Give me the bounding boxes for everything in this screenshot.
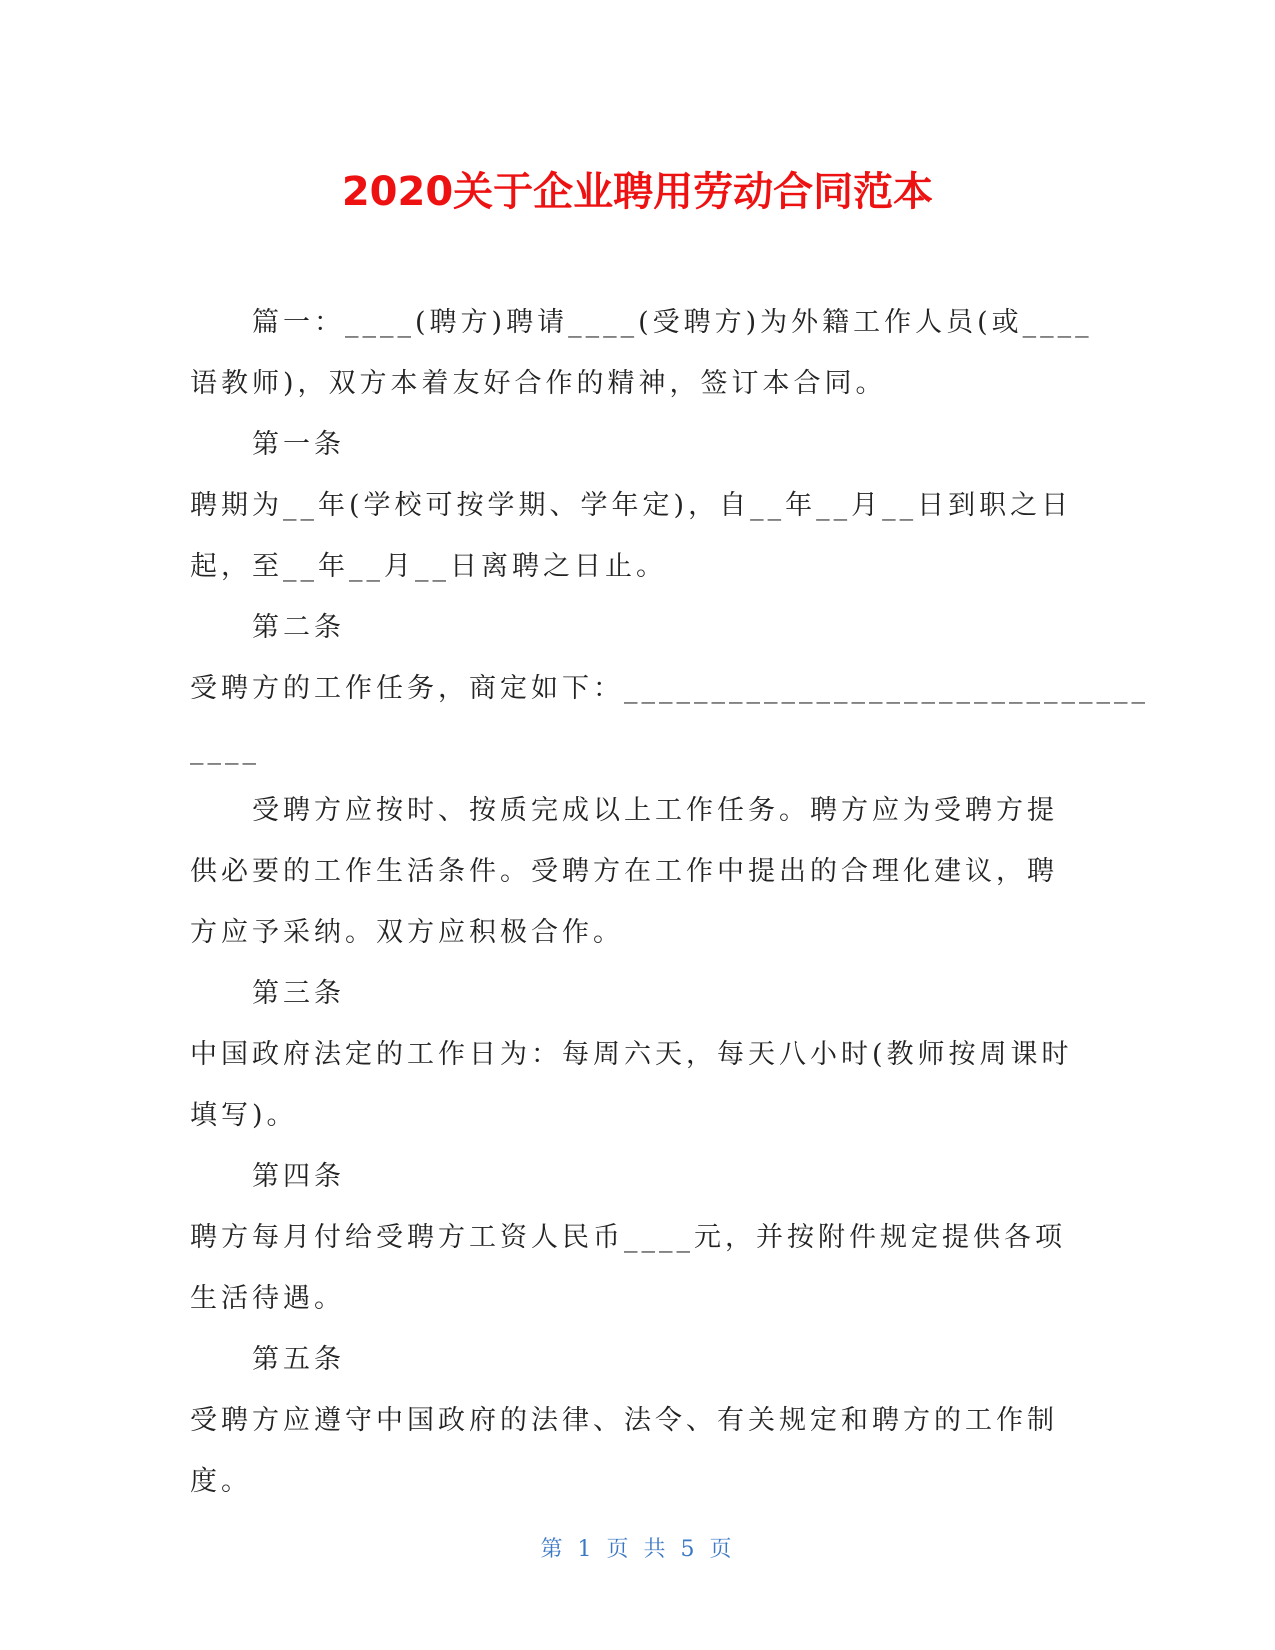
paragraph-line: 起，至__年__月__日离聘之日止。 (190, 551, 667, 582)
article-heading: 第三条 (252, 978, 345, 1009)
paragraph-line: 方应予采纳。双方应积极合作。 (190, 917, 624, 948)
page-label-prefix: 第 (540, 1537, 566, 1562)
paragraph-line: 生活待遇。 (190, 1283, 345, 1314)
paragraph-line: 受聘方应按时、按质完成以上工作任务。聘方应为受聘方提 (252, 795, 1058, 826)
document-body (190, 292, 1149, 1512)
paragraph-line: 聘方每月付给受聘方工资人民币____元，并按附件规定提供各项 (190, 1222, 1066, 1253)
paragraph-line: 受聘方应遵守中国政府的法律、法令、有关规定和聘方的工作制 (190, 1405, 1058, 1436)
total-label: 共 (643, 1537, 669, 1562)
page-label-mid: 页 (606, 1537, 632, 1562)
article-heading: 第四条 (252, 1161, 345, 1192)
paragraph-line: 中国政府法定的工作日为：每周六天，每天八小时(教师按周课时 (190, 1039, 1073, 1070)
current-page-number: 1 (577, 1537, 595, 1562)
page-footer (0, 1532, 1275, 1563)
paragraph-line: 篇一：____(聘方)聘请____(受聘方)为外籍工作人员(或____ (252, 307, 1093, 338)
document-title: 2020关于企业聘用劳动合同范本 (341, 169, 934, 215)
page-label-suffix: 页 (709, 1537, 735, 1562)
paragraph-line: 填写)。 (190, 1100, 298, 1131)
article-heading: 第二条 (252, 612, 345, 643)
paragraph-line: 度。 (190, 1466, 252, 1497)
total-pages-number: 5 (680, 1537, 698, 1562)
paragraph-line: ____ (190, 734, 260, 765)
paragraph-line: 语教师)，双方本着友好合作的精神，签订本合同。 (190, 368, 887, 399)
article-heading: 第五条 (252, 1344, 345, 1375)
paragraph-line: 受聘方的工作任务，商定如下：______________________________ (190, 673, 1149, 704)
article-heading: 第一条 (252, 429, 345, 460)
paragraph-line: 供必要的工作生活条件。受聘方在工作中提出的合理化建议，聘 (190, 856, 1058, 887)
paragraph-line: 聘期为__年(学校可按学期、学年定)，自__年__月__日到职之日 (190, 490, 1073, 521)
